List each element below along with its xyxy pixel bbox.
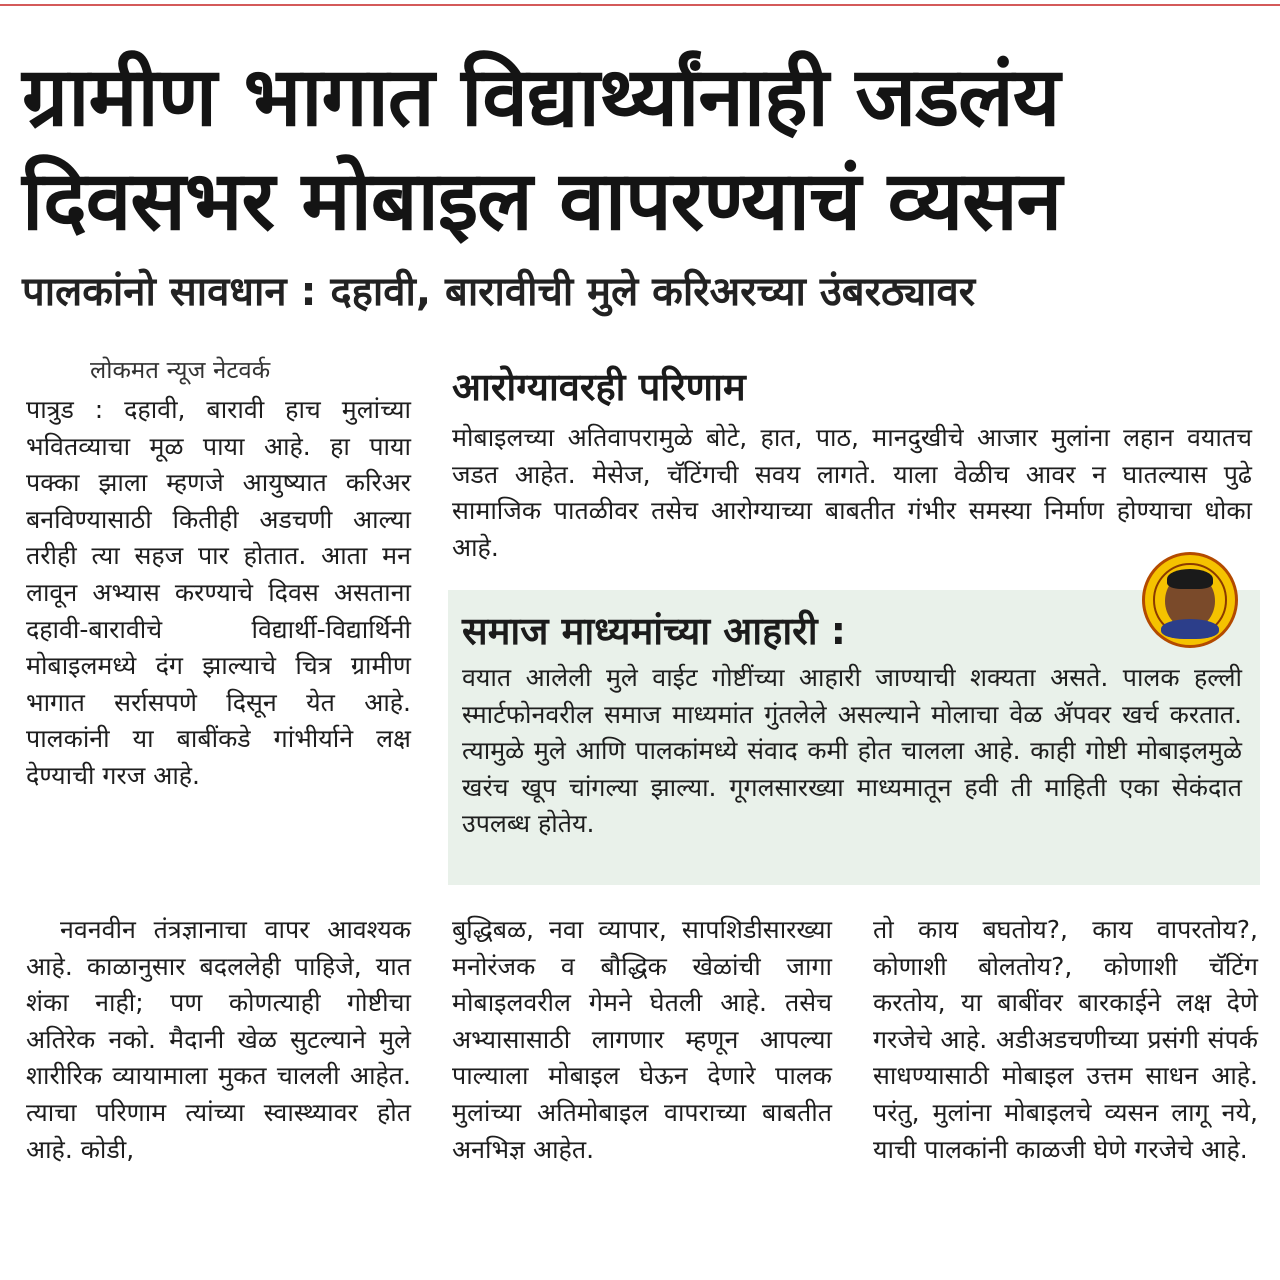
top-rule [0,4,1280,6]
column-1-bottom [26,912,411,1168]
headline-line-2: दिवसभर मोबाइल वापरण्याचं व्यसन [22,154,1062,249]
section-social-media-heading: समाज माध्यमांच्या आहारी : [462,609,846,653]
portrait-shirt [1161,619,1219,639]
article-paragraph-4: तो काय बघतोय?, काय वापरतोय?, कोणाशी बोलतोय?, कोणाशी चॅटिंग करतोय, या बाबींवर बारकाईने लक्ष देणे गरजेचे आहे. अडीअडचणीच्या प्रसंगी संपर्क साधण्यासाठी मोबाइल उत्तम साधन आहे. परंतु, मुलांना मोबाइलचे व्यसन लागू नये, याची पालकांनी काळजी घेणे गरजेचे आहे. [873,915,1258,1164]
section-health-text: मोबाइलच्या अतिवापरामुळे बोटे, हात, पाठ, मानदुखीचे आजार मुलांना लहान वयातच जडत आहेत. मेसेज, चॅटिंगची सवय लागते. याला वेळीच आवर न घातल्यास पुढे सामाजिक पातळीवर तसेच आरोग्याच्या बाबतीत गंभीर समस्या निर्माण होण्याचा धोका आहे. [452,423,1252,562]
column-2 [452,912,832,1168]
article-paragraph-3: बुद्धिबळ, नवा व्यापार, सापशिडीसारख्या मनोरंजक व बौद्धिक खेळांची जागा मोबाइलवरील गेमने घेतली आहे. तसेच अभ्यासासाठी लागणार म्हणून आपल्या पाल्याला मोबाइल घेऊन देणारे पालक मुलांच्या अतिमोबाइल वापराच्या बाबतीत अनभिज्ञ आहेत. [452,915,832,1164]
column-3 [873,912,1258,1168]
section-health-heading: आरोग्यावरही परिणाम [452,365,746,409]
portrait-hair [1167,569,1213,589]
section-health-body [452,420,1252,566]
article-paragraph-1: पात्रुड : दहावी, बारावी हाच मुलांच्या भवितव्याचा मूळ पाया आहे. हा पाया पक्का झाला म्हणजे आयुष्यात करिअर बनविण्यासाठी कितीही अडचणी आल्या तरीही त्या सहज पार होतात. आता मन लावून अभ्यास करण्याचे दिवस असताना दहावी-बारावीचे विद्यार्थी-विद्यार्थिनी मोबाइलमध्ये दंग झाल्याचे चित्र ग्रामीण भागात सर्रासपणे दिसून येत आहे. पालकांनी या बाबींकडे गांभीर्याने लक्ष देण्याची गरज आहे. [26,395,411,790]
byline: लोकमत न्यूज नेटवर्क [90,356,271,384]
subheadline: पालकांनो सावधान : दहावी, बारावीची मुले करिअरच्या उंबरठ्यावर [22,269,976,315]
section-social-media-text: वयात आलेली मुले वाईट गोष्टींच्या आहारी जाण्याची शक्यता असते. पालक हल्ली स्मार्टफोनवरील समाज माध्यमांत गुंतलेले असल्याने मोलाचा वेळ ॲपवर खर्च करतात. त्यामुळे मुले आणि पालकांमध्ये संवाद कमी होत चालला आहे. काही गोष्टी मोबाइलमुळे खरंच खूप चांगल्या झाल्या. गूगलसारख्या माध्यमातून हवी ती माहिती एका सेकंदात उपलब्ध होतेय. [462,663,1242,839]
column-1-top [26,392,411,795]
article-paragraph-2: नवनवीन तंत्रज्ञानाचा वापर आवश्यक आहे. काळानुसार बदललेही पाहिजे, यात शंका नाही; पण कोणत्याही गोष्टीचा अतिरेक नको. मैदानी खेळ सुटल्याने मुले शारीरिक व्यायामाला मुकत चालली आहेत. त्याचा परिणाम त्यांच्या स्वास्थ्यावर होत आहे. कोडी, [26,915,411,1164]
author-seal-logo [1142,552,1238,648]
headline-line-1: ग्रामीण भागात विद्यार्थ्यांनाही जडलंय [22,50,1060,145]
section-social-media-body [462,660,1242,843]
